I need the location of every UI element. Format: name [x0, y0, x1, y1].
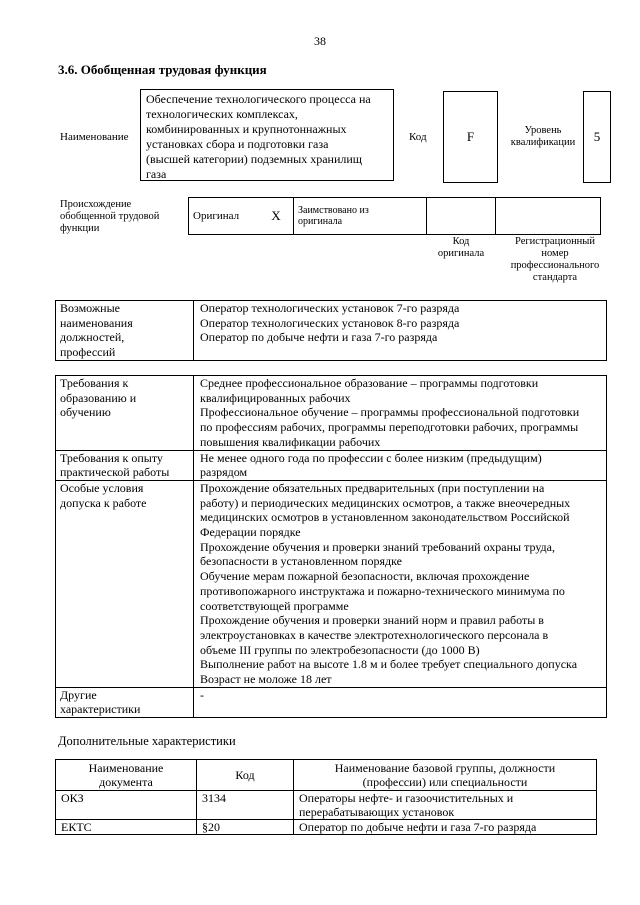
position-item: Оператор технологических установок 7-го разряда [200, 301, 460, 315]
col-name-line: Наименование базовой группы, должности [334, 761, 556, 775]
function-name-box [140, 89, 394, 181]
code-caption-line: оригинала [437, 248, 485, 259]
admission-line: объеме III группы по электробезопасности (до 1000 В) [200, 642, 480, 657]
requirements-row-other [56, 687, 607, 717]
code-box [443, 91, 498, 183]
admission-line: соответствующей программе [200, 598, 349, 613]
admission-line: Обучение мерам пожарной безопасности, включая прохождение [200, 569, 530, 584]
code-value: F [466, 129, 475, 144]
education-label-line: образованию и [60, 390, 137, 405]
function-name-line: (высшей категории) подземных хранилищ [146, 152, 363, 166]
registration-caption [500, 236, 610, 284]
col-name-header [294, 760, 597, 791]
experience-value [194, 450, 607, 480]
row-name-line: перерабатывающих установок [299, 805, 455, 819]
name-label: Наименование [60, 131, 129, 143]
admission-line: безопасности в установленном порядке [200, 554, 402, 569]
experience-line: разрядом [200, 465, 248, 480]
positions-label [56, 301, 194, 361]
level-label [503, 125, 583, 149]
code-caption-line: Код [452, 236, 470, 247]
row-document: ЕКТС [56, 820, 197, 835]
requirements-row-experience [56, 450, 607, 480]
positions-values [194, 301, 607, 361]
borrowed-label-line: Заимствовано из [298, 205, 369, 216]
education-line: Профессиональное обучение – программы профессиональной подготовки [200, 405, 580, 420]
education-value [194, 376, 607, 451]
origin-table [188, 197, 601, 235]
other-value [194, 687, 607, 717]
admission-label-line: допуска к работе [60, 495, 147, 510]
other-label-line: характеристики [60, 702, 141, 717]
admission-line: Прохождение обязательных предварительных (при поступлении на [200, 480, 545, 495]
admission-line: Федерации порядке [200, 525, 301, 540]
education-line: Среднее профессиональное образование – программы подготовки [200, 376, 539, 390]
level-label-line: Уровень [524, 125, 562, 136]
positions-table [55, 300, 607, 361]
code-caption [428, 236, 494, 260]
section-heading: 3.6. Обобщенная трудовая функция [58, 62, 267, 77]
requirements-row-education [56, 376, 607, 451]
education-line: по профессиям рабочих, программы переподготовки рабочих, программы [200, 420, 579, 435]
origin-row [189, 198, 601, 235]
admission-line: Возраст не моложе 18 лет [200, 672, 332, 687]
admission-label-line: Особые условия [60, 480, 144, 495]
row-name-line: Операторы нефте- и газоочистительных и [299, 791, 514, 805]
col-document-line: документа [99, 775, 153, 789]
table-row [56, 820, 597, 835]
registration-caption-line: Регистрационный [515, 236, 595, 247]
row-name [294, 791, 597, 820]
col-code-header: Код [197, 760, 294, 791]
row-document: ОКЗ [56, 791, 197, 820]
registration-caption-line: профессионального [510, 260, 600, 271]
experience-label-line: Требования к опыту [60, 450, 163, 465]
col-name-line: (профессии) или специальности [362, 775, 528, 789]
borrowed-label [294, 198, 427, 235]
function-name-line: Обеспечение технологического процесса на [146, 92, 371, 106]
positions-label-line: профессий [60, 345, 116, 360]
admission-line: Прохождение обучения и проверки знаний требований охраны труда, [200, 539, 555, 554]
code-label: Код [409, 131, 427, 143]
admission-line: противопожарного инструктажа и пожарно-технического минимума по [200, 583, 565, 598]
other-label-line: Другие [60, 687, 97, 702]
table-row [56, 791, 597, 820]
function-name-line: установках сбора и подготовки газа [146, 137, 329, 151]
additional-table [55, 759, 597, 835]
education-label [56, 376, 194, 451]
additional-heading: Дополнительные характеристики [58, 734, 236, 748]
original-code-cell [427, 198, 496, 235]
level-box [583, 91, 611, 183]
registration-number-cell [496, 198, 601, 235]
other-label [56, 687, 194, 717]
admission-line: работу) и периодических медицинских осмотров, а также внеочередных [200, 495, 571, 510]
function-name-line: газа [146, 167, 167, 181]
admission-value [194, 480, 607, 687]
level-label-line: квалификации [510, 137, 576, 148]
positions-label-line: наименования [60, 315, 133, 330]
registration-caption-line: номер [541, 248, 569, 259]
col-document-header [56, 760, 197, 791]
registration-caption-line: стандарта [532, 272, 578, 283]
row-code: 3134 [197, 791, 294, 820]
positions-label-line: должностей, [60, 330, 125, 345]
col-document-line: Наименование [88, 761, 164, 775]
education-line: квалифицированных рабочих [200, 390, 351, 405]
borrowed-label-line: оригинала [298, 216, 343, 227]
admission-line: электроустановках в качестве электротехнологического персонала в [200, 627, 549, 642]
origin-label-line: Происхождение [60, 199, 132, 210]
additional-header-row [56, 760, 597, 791]
position-item: Оператор по добыче нефти и газа 7-го разряда [200, 330, 438, 345]
admission-label [56, 480, 194, 687]
page-number: 38 [314, 34, 326, 48]
requirements-table [55, 375, 607, 718]
origin-label-line: обобщенной трудовой [60, 211, 160, 222]
position-item: Оператор технологических установок 8-го разряда [200, 315, 460, 330]
function-name-line: комбинированных и крупнотоннажных [146, 122, 347, 136]
experience-line: Не менее одного года по профессии с более низким (предыдущим) [200, 450, 542, 465]
admission-line: Прохождение обучения и проверки знаний норм и правил работы в [200, 613, 544, 628]
education-line: повышения квалификации рабочих [200, 434, 381, 449]
experience-label [56, 450, 194, 480]
requirements-row-admission [56, 480, 607, 687]
origin-label-line: функции [60, 223, 100, 234]
row-name-line: Оператор по добыче нефти и газа 7-го разряда [299, 820, 537, 834]
admission-line: Выполнение работ на высоте 1.8 м и более требует специального допуска [200, 657, 578, 672]
education-label-line: Требования к [60, 376, 129, 390]
row-code: §20 [197, 820, 294, 835]
row-name [294, 820, 597, 835]
admission-line: медицинских осмотров в установленном законодательством Российской [200, 510, 570, 525]
original-mark: X [259, 198, 294, 235]
other-line: - [200, 687, 204, 702]
function-name-line: технологических комплексах, [146, 107, 298, 121]
experience-label-line: практической работы [60, 465, 170, 480]
level-value: 5 [593, 129, 601, 144]
positions-label-line: Возможные [60, 301, 120, 315]
education-label-line: обучению [60, 405, 111, 420]
positions-row [56, 301, 607, 361]
origin-label [60, 199, 159, 235]
original-label: Оригинал [189, 198, 260, 235]
